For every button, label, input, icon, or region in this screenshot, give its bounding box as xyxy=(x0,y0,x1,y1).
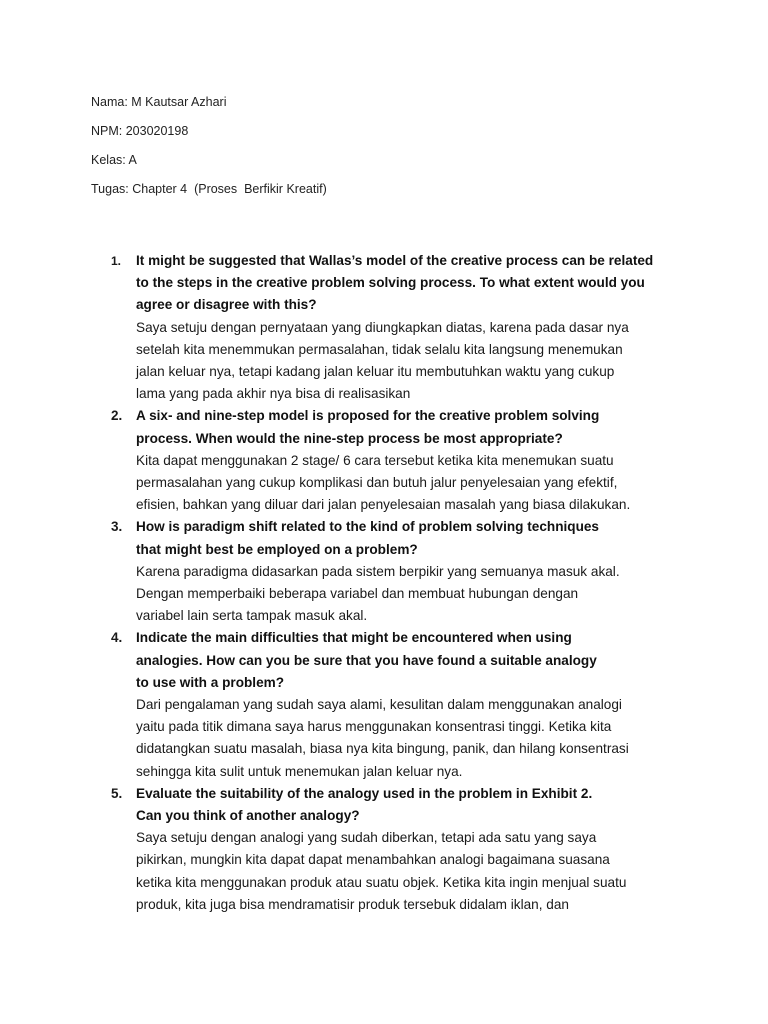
answer-text-line: lama yang pada akhir nya bisa di realisasikan xyxy=(136,386,411,402)
student-class: Kelas: A xyxy=(91,153,137,167)
question-text-line: to the steps in the creative problem solving process. To what extent would you xyxy=(136,275,645,291)
answer-text-line: Kita dapat menggunakan 2 stage/ 6 cara tersebut ketika kita menemukan suatu xyxy=(136,452,614,468)
student-name: Nama: M Kautsar Azhari xyxy=(91,95,227,109)
answer-text-line: yaitu pada titik dimana saya harus menggunakan konsentrasi tinggi. Ketika kita xyxy=(136,719,612,735)
question-text-line: Evaluate the suitability of the analogy used in the problem in Exhibit 2. xyxy=(136,785,593,801)
question-text-line: It might be suggested that Wallas’s model of the creative process can be related xyxy=(136,253,654,268)
answer-text-line: didatangkan suatu masalah, biasa nya kita bingung, panik, dan hilang konsentrasi xyxy=(136,741,629,757)
assignment-title: Tugas: Chapter 4 (Proses Berfikir Kreatif) xyxy=(91,182,327,196)
question-text-line: Indicate the main difficulties that might be encountered when using xyxy=(136,630,572,646)
question-text-line: agree or disagree with this? xyxy=(136,297,317,313)
question-item xyxy=(0,783,768,916)
answer-text-line: Saya setuju dengan pernyataan yang diungkapkan diatas, karena pada dasar nya xyxy=(136,319,629,335)
question-number: 4. xyxy=(111,630,123,646)
student-npm: NPM: 203020198 xyxy=(91,124,189,138)
answer-text-line: efisien, bahkan yang diluar dari jalan penyelesaian masalah yang biasa dilakukan. xyxy=(136,497,631,513)
answer-text-line: produk, kita juga bisa mendramatisir produk tersebuk didalam iklan, dan xyxy=(136,896,569,912)
answer-text-line: permasalahan yang cukup komplikasi dan butuh jalur penyelesaian yang efektif, xyxy=(136,475,618,491)
answer-text-line: Dengan memperbaiki beberapa variabel dan membuat hubungan dengan xyxy=(136,586,579,602)
question-text-line: A six- and nine-step model is proposed for the creative problem solving xyxy=(136,408,600,424)
answer-text-line: setelah kita menemmukan permasalahan, tidak selalu kita langsung menemukan xyxy=(136,341,623,357)
answer-text-line: Karena paradigma didasarkan pada sistem berpikir yang semuanya masuk akal. xyxy=(136,563,620,579)
question-text-line: How is paradigm shift related to the kind of problem solving techniques xyxy=(136,519,599,535)
question-list xyxy=(0,250,768,916)
answer-text-line: pikirkan, mungkin kita dapat dapat menambahkan analogi bagaimana suasana xyxy=(136,852,610,868)
question-item xyxy=(0,627,768,782)
question-number: 5. xyxy=(111,785,123,801)
question-text-line: to use with a problem? xyxy=(136,674,285,690)
question-text-line: analogies. How can you be sure that you have found a suitable analogy xyxy=(136,652,597,668)
question-number: 3. xyxy=(111,519,123,535)
answer-text-line: Dari pengalaman yang sudah saya alami, kesulitan dalam menggunakan analogi xyxy=(136,697,622,713)
answer-text-line: Saya setuju dengan analogi yang sudah diberkan, tetapi ada satu yang saya xyxy=(136,830,597,846)
question-item xyxy=(0,405,768,516)
answer-text-line: sehingga kita sulit untuk menemukan jalan keluar nya. xyxy=(136,763,463,779)
question-item xyxy=(0,250,768,405)
question-text-line: Can you think of another analogy? xyxy=(136,808,360,824)
question-text-line: process. When would the nine-step process be most appropriate? xyxy=(136,430,563,446)
question-item xyxy=(0,516,768,627)
answer-text-line: variabel lain serta tampak masuk akal. xyxy=(136,608,368,624)
answer-text-line: ketika kita menggunakan produk atau suatu objek. Ketika kita ingin menjual suatu xyxy=(136,874,627,890)
question-number: 1. xyxy=(111,254,122,268)
answer-text-line: jalan keluar nya, tetapi kadang jalan keluar itu membutuhkan waktu yang cukup xyxy=(136,364,615,380)
question-number: 2. xyxy=(111,408,123,424)
question-text-line: that might best be employed on a problem? xyxy=(136,541,418,557)
